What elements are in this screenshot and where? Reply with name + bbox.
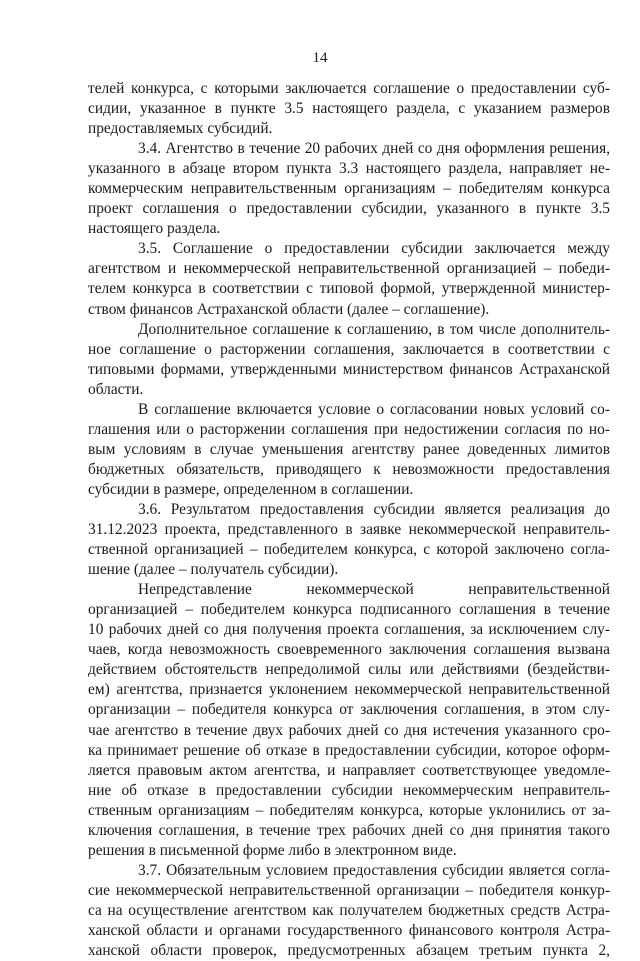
text-line: Непредставление некоммерческой неправительственной bbox=[138, 581, 610, 599]
text-line: телей конкурса, с которыми заключается соглашение о предоставлении суб- bbox=[88, 80, 610, 97]
text-line: 31.12.2023 проекта, представленного в заявке некоммерческой неправитель- bbox=[88, 521, 610, 539]
text-line: предоставляемых субсидий. bbox=[88, 120, 273, 138]
text-line: проект соглашения о предоставлении субсидии, указанного в пункте 3.5 bbox=[88, 200, 610, 218]
text-line: организации – победителя конкурса от заключения соглашения, в этом слу- bbox=[88, 701, 610, 719]
text-line: Дополнительное соглашение к соглашению, в том числе дополнитель- bbox=[138, 320, 610, 338]
text-line: 10 рабочих дней со дня получения проекта соглашения, за исключением слу- bbox=[88, 621, 610, 639]
document-body bbox=[88, 79, 610, 961]
text-line: решения в письменной форме либо в электронном виде. bbox=[88, 841, 457, 859]
text-line: ханской области и органами государственного финансового контроля Астра- bbox=[88, 921, 610, 939]
page-number: 14 bbox=[312, 50, 328, 66]
text-line: вым условиям в случае уменьшения агентству ранее доведенных лимитов bbox=[88, 440, 610, 458]
text-line: чае агентство в течение двух рабочих дней со дня истечения указанного сро- bbox=[88, 721, 610, 739]
text-line: агентством и некоммерческой неправительственной организацией – победи- bbox=[88, 260, 610, 278]
paragraph bbox=[88, 139, 610, 239]
text-line: телем конкурса в соответствии с типовой формой, утвержденной министер- bbox=[88, 280, 610, 298]
text-line: ственным организациям – победителям конкурса, которые уклонились от за- bbox=[88, 801, 610, 819]
text-line: шение (далее – получатель субсидии). bbox=[88, 561, 339, 579]
text-line: сие некоммерческой неправительственной организации – победителя конкур- bbox=[88, 881, 610, 899]
text-line: субсидии в размере, определенном в соглашении. bbox=[88, 480, 414, 498]
paragraph bbox=[88, 500, 610, 580]
text-line: типовыми формами, утвержденными министерством финансов Астраханской bbox=[88, 360, 610, 378]
text-line: 3.5. Соглашение о предоставлении субсидии заключается между bbox=[138, 240, 610, 258]
text-line: организацией – победителем конкурса подписанного соглашения в течение bbox=[88, 601, 610, 619]
paragraph bbox=[88, 861, 610, 961]
text-line: ние об отказе в предоставлении субсидии некоммерческим неправитель- bbox=[88, 781, 610, 799]
paragraph bbox=[88, 320, 610, 400]
text-line: области. bbox=[88, 380, 144, 398]
text-line: действием обстоятельств непредолимой силы или действиями (бездействи- bbox=[88, 661, 610, 679]
text-line: коммерческим неправительственным организациям – победителям конкурса bbox=[88, 180, 610, 198]
text-line: са на осуществление агентством как получателем бюджетных средств Астра- bbox=[88, 901, 610, 919]
text-line: ключения соглашения, в течение трех рабочих дней со дня принятия такого bbox=[88, 821, 610, 839]
paragraph bbox=[88, 239, 610, 319]
text-line: ственной организацией – победителем конкурса, с которой заключено согла- bbox=[88, 541, 610, 559]
text-line: настоящего раздела. bbox=[88, 220, 221, 238]
text-line: ством финансов Астраханской области (далее – соглашение). bbox=[88, 300, 490, 318]
text-line: указанного в абзаце втором пункта 3.3 настоящего раздела, направляет не- bbox=[88, 160, 610, 178]
paragraph bbox=[88, 79, 610, 139]
paragraph bbox=[88, 580, 610, 861]
text-line: ем) агентства, признается уклонением некоммерческой неправительственной bbox=[88, 681, 610, 699]
text-line: ка принимает решение об отказе в предоставлении субсидии, которое оформ- bbox=[88, 741, 610, 759]
text-line: В соглашение включается условие о согласовании новых условий со- bbox=[138, 400, 610, 418]
text-line: 3.6. Результатом предоставления субсидии является реализация до bbox=[138, 500, 610, 518]
text-line: ляется правовым актом агентства, и направляет соответствующее уведомле- bbox=[88, 761, 610, 779]
text-line: бюджетных обязательств, приводящего к невозможности предоставления bbox=[88, 460, 610, 478]
text-line: 3.4. Агентство в течение 20 рабочих дней со дня оформления решения, bbox=[138, 140, 610, 158]
text-line: чаев, когда невозможность своевременного заключения соглашения вызвана bbox=[88, 641, 610, 659]
text-line: ханской области проверок, предусмотренных абзацем третьим пункта 2, bbox=[88, 942, 610, 960]
text-line: сидии, указанное в пункте 3.5 настоящего раздела, с указанием размеров bbox=[88, 100, 610, 118]
paragraph bbox=[88, 400, 610, 500]
text-line: ное соглашение о расторжении соглашения, заключается в соответствии с bbox=[88, 340, 610, 358]
text-line: глашения или о расторжении соглашения при недостижении согласия по но- bbox=[88, 420, 610, 438]
text-line: 3.7. Обязательным условием предоставления субсидии является согла- bbox=[138, 861, 610, 879]
